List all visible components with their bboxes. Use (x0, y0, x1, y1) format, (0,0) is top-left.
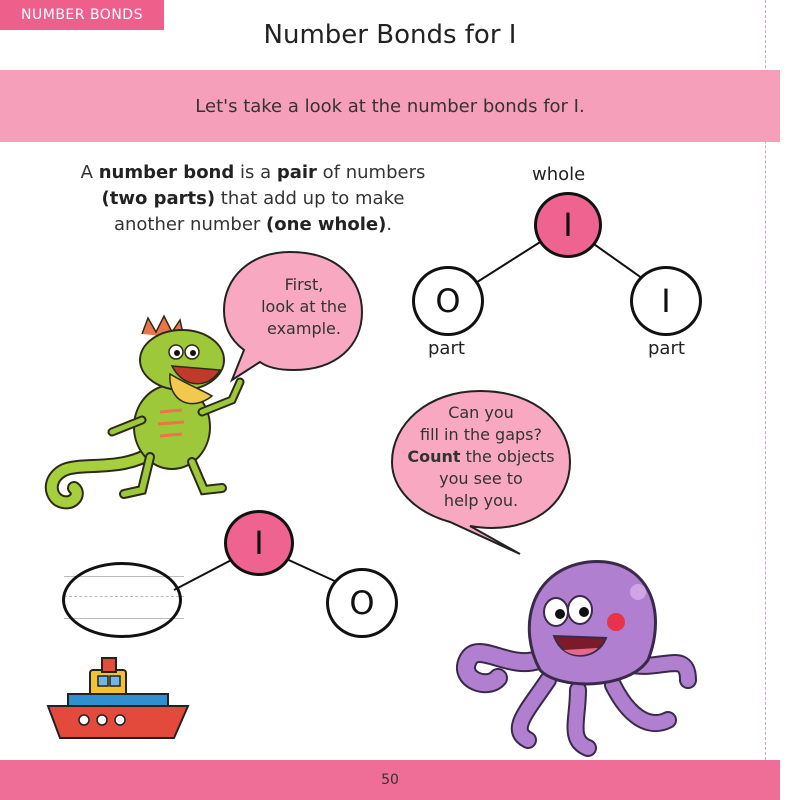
right-part-label: part (648, 338, 685, 359)
definition-text: A number bond is a pair of numbers (two parts) that add up to make another number (one whole). (80, 162, 426, 235)
octopus-bubble-text: Can you fill in the gaps? Count the objects you see to help you. (407, 403, 555, 510)
section-tag: NUMBER BONDS (0, 0, 164, 30)
iguana-illustration (42, 312, 272, 512)
boat-illustration (44, 656, 194, 746)
iguana-bubble-text: First, look at the example. (261, 275, 347, 338)
page-number: 50 (381, 772, 399, 788)
left-part-label: part (428, 338, 465, 359)
example-right-part-circle: I (630, 266, 702, 336)
whole-label: whole (532, 164, 586, 185)
exercise-left-part-answer-circle[interactable] (62, 562, 182, 638)
example-whole-circle: I (534, 192, 602, 258)
banner-text: Let's take a look at the number bonds for I. (195, 95, 585, 117)
page-footer (0, 760, 780, 800)
exercise-whole-circle: I (224, 510, 294, 576)
page-title: Number Bonds for I (263, 20, 517, 50)
exercise-right-part-circle: O (326, 568, 398, 638)
octopus-illustration (448, 540, 708, 758)
example-left-part-circle: O (412, 266, 484, 336)
